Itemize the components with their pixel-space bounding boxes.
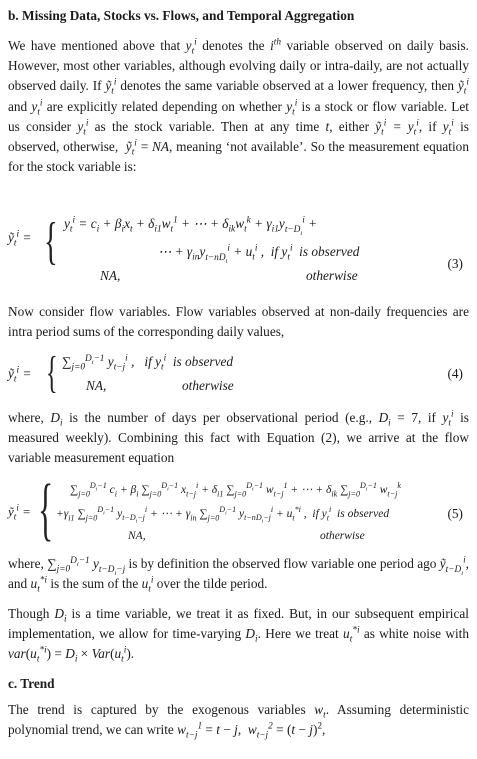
paragraph-5: Though $D_i$ is a time variable, we treat it as fixed. But, in our subsequent empirical implementation, we allow for time-varying $D_i$. Here we treat $u_t^{*i}$ as white noise with $var(u_t^{*i}) = D_i \times Var(u_t^i)$. — [8, 606, 469, 666]
eq4-number: (4) — [447, 366, 463, 381]
equation-5: ỹ$_t^i$ = { $\sum_{j=0}^{D_i-1}$ $c_i + \beta_i$ $\sum_{j=0}^{D_i-1}$ $x_{t-j}^i + \delta_{i1}$ $\sum_{j=0}^{D_i-1}$ $w_{t-j}^1$ + ⋯ + $\delta_{ik}$ $\sum_{j=0}^{D_i-1}$ $w_{t-j}^k$ $+\gamma_{i1}$ $\sum_{j=0}^{D_i-1}$ $y_{t-D_i-j}^i$ + ⋯ + $\gamma_{in}$ $\sum_{j=0}^{D_i-1}$ $y_{t-nD_i-j}^i + u_t^{*i}$ , if $y_t^i$ is observed NA, otherwise (5) — [8, 471, 463, 548]
paragraph-6: The trend is captured by the exogenous variables $w_t$. Assuming deterministic polynomial trend, we can write $w_{t-j}^1 = t - j$, $w_{t-j}^2 = (t - j)^2$, — [8, 702, 470, 741]
eq5-number: (5) — [447, 506, 463, 521]
paragraph-3: where, $D_i$ is the number of days per observational period (e.g., $D_i = 7$, if $y_t^i$ is measured weekly). Combining this fact with Equation (2), we arrive at the flow variable measurement equation — [8, 409, 469, 466]
section-heading-b: b. Missing Data, Stocks vs. Flows, and Temporal Aggregation — [8, 8, 355, 23]
paragraph-4: where, $\sum_{j=0}^{D_i-1}$ $y_{t-D_i-j}$ is by definition the observed flow variable one period ago ỹ$_{t-D_i}^i$, and $u_t^{*i}$ is the sum of the $u_t^i$ over the tilde period. — [8, 555, 469, 595]
eq3-number: (3) — [447, 256, 463, 271]
eq4-na: NA, — [86, 378, 107, 393]
equation-3: ỹ$_t^i$ = { $y_t^i = c_i + \beta_ix_t + \delta_{i1}w_t^1$ + ⋯ + $\delta_{ik}w_t^k + \gamma_{i1}y_{t-D_i}^i$ + ⋯ + $\gamma_{in}y_{t-nD_i}^i + u_t^i$ , if $y_t^i$ is observed NA, otherwise (3) — [8, 213, 463, 283]
eq3-na: NA, — [100, 268, 121, 283]
eq4-otherwise: otherwise — [182, 378, 234, 393]
equation-4: ỹ$_t^i$ = { $\sum_{j=0}^{D_i-1}$ $y_{t-j}^i$ , if $y_t^i$ is observed NA, otherwise (4) — [8, 348, 463, 397]
eq3-otherwise: otherwise — [306, 268, 358, 283]
paragraph-1: We have mentioned above that $y_t^i$ denotes the $i^{th}$ variable observed on daily basis. However, most other variables, although evolving daily or intra-daily, are not actually observed daily. If ỹ$_t^i$ denotes the same variable observed at a lower frequency, then ỹ$_t^i$ and $y_t^i$ are explicitly related depending on whether $y_t^i$ is a stock or flow variable. Let us consider $y_t^i$ as the stock variable. Then at any time t, either ỹ$_t^i$ = $y_t^i$, if $y_t^i$ is observed, otherwise, ỹ$_t^i$ = NA, meaning ‘not available’. So the measurement equation for the stock variable is: — [8, 37, 469, 175]
paragraph-2: Now consider flow variables. Flow variables observed at non-daily frequencies are intra period sums of the corresponding daily values, — [8, 304, 469, 340]
section-heading-c: c. Trend — [8, 676, 55, 691]
eq5-otherwise: otherwise — [320, 530, 365, 542]
